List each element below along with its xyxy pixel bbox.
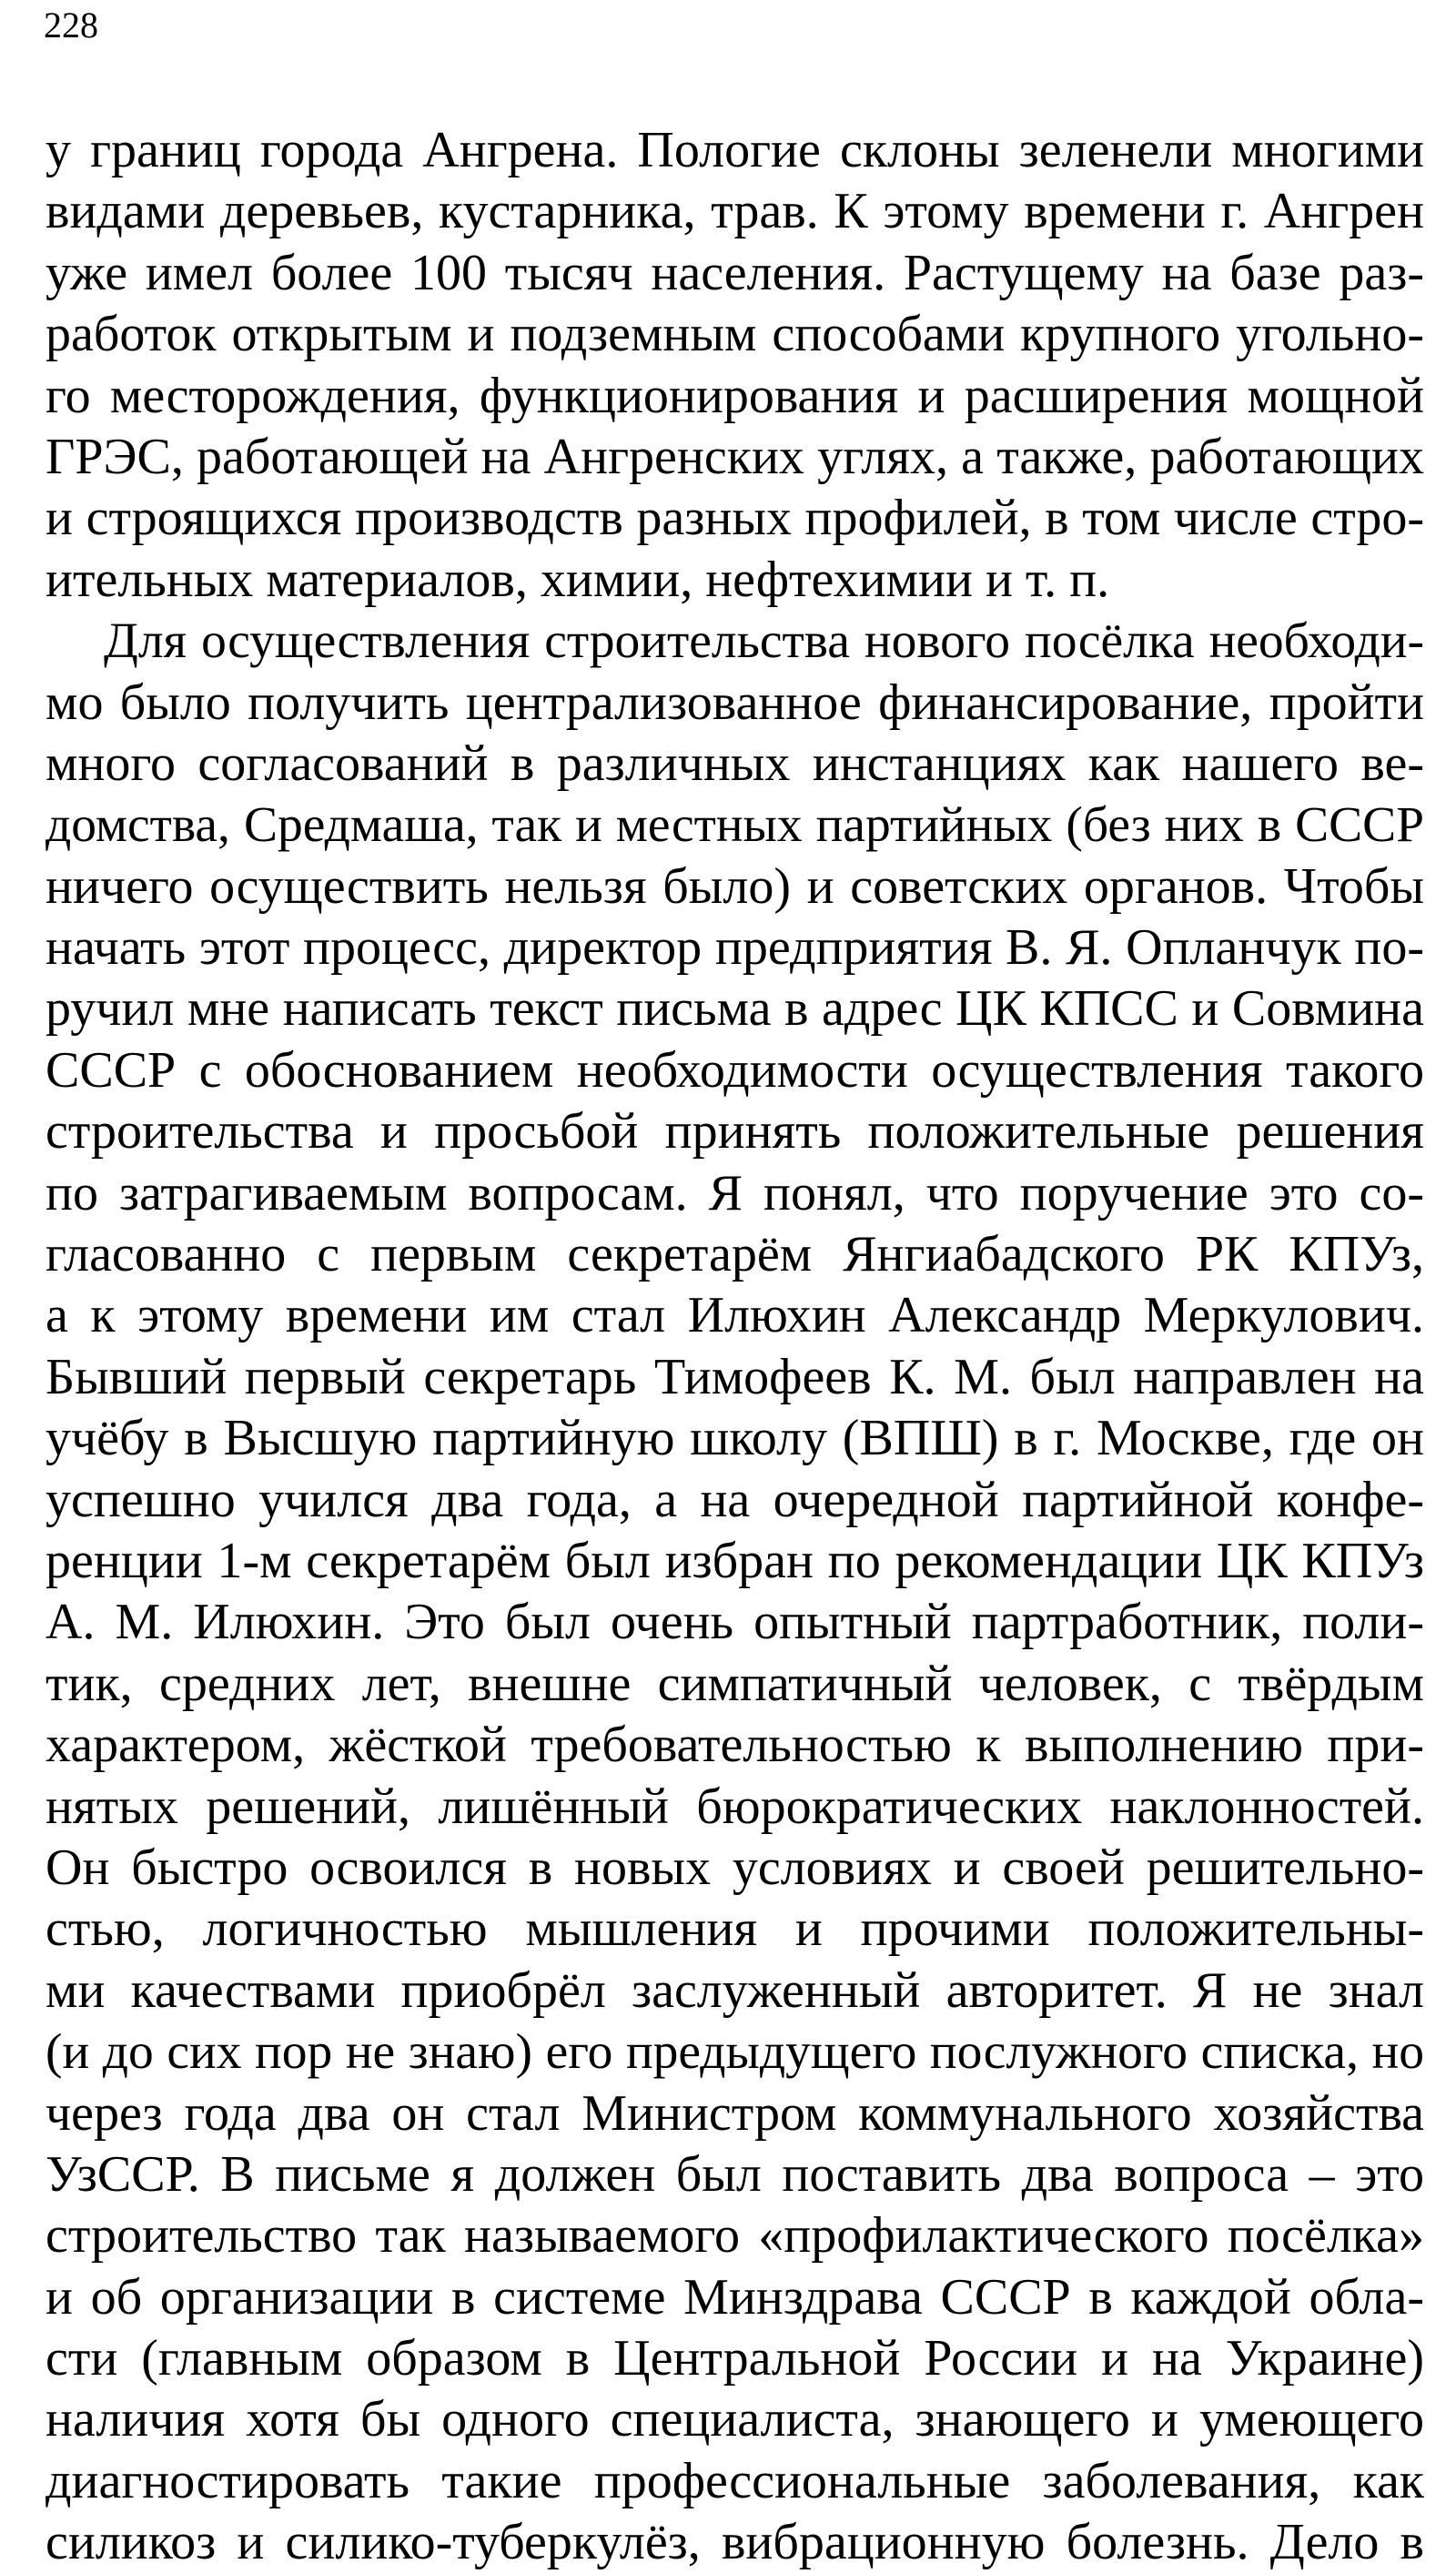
text-line: Он быстро освоился в новых условиях и своей решительно- xyxy=(46,1839,1424,1896)
text-line: нятых решений, лишённый бюрократических наклонностей. xyxy=(46,1778,1424,1835)
body-text xyxy=(46,120,1424,2574)
text-line: ручил мне написать текст письма в адрес ЦК КПСС и Совмина xyxy=(46,980,1424,1038)
text-line: ничего осуществить нельзя было) и советских органов. Чтобы xyxy=(46,857,1424,915)
text-line: домства, Средмаша, так и местных партийных (без них в СССР xyxy=(46,797,1424,854)
text-line: УзССР. В письме я должен был поставить два вопроса – это xyxy=(46,2145,1424,2203)
text-line: а к этому времени им стал Илюхин Александр Меркулович. xyxy=(46,1287,1424,1344)
text-line: мо было получить централизованное финансирование, пройти xyxy=(46,674,1424,731)
text-line: уже имел более 100 тысяч населения. Растущему на базе раз- xyxy=(46,244,1424,301)
text-line: по затрагиваемым вопросам. Я понял, что поручение это со- xyxy=(46,1164,1424,1221)
text-line: ми качествами приобрёл заслуженный авторитет. Я не знал xyxy=(46,1961,1424,2019)
text-line: через года два он стал Министром коммунального хозяйства xyxy=(46,2084,1424,2142)
text-line: наличия хотя бы одного специалиста, знающего и умеющего xyxy=(46,2391,1424,2448)
text-line: го месторождения, функционирования и расширения мощной xyxy=(46,367,1424,424)
text-line: строительство так называемого «профилактического посёлка» xyxy=(46,2207,1424,2265)
text-line: гласованно с первым секретарём Янгиабадского РК КПУз, xyxy=(46,1226,1424,1283)
text-line: характером, жёсткой требовательностью к выполнению при- xyxy=(46,1717,1424,1774)
text-line: учёбу в Высшую партийную школу (ВПШ) в г. Москве, где он xyxy=(46,1410,1424,1467)
text-line: успешно учился два года, а на очередной партийной конфе- xyxy=(46,1471,1424,1528)
text-line: А. М. Илюхин. Это был очень опытный партработник, поли- xyxy=(46,1594,1424,1651)
text-line: (и до сих пор не знаю) его предыдущего послужного списка, но xyxy=(46,2024,1424,2081)
text-line: ГРЭС, работающей на Ангренских углях, а также, работающих xyxy=(46,428,1424,485)
text-line: Бывший первый секретарь Тимофеев К. М. был направлен на xyxy=(46,1348,1424,1405)
text-line: строительства и просьбой принять положительные решения xyxy=(46,1103,1424,1160)
text-line: сти (главным образом в Центральной России и на Украине) xyxy=(46,2330,1424,2387)
text-line: работок открытым и подземным способами крупного угольно- xyxy=(46,306,1424,363)
text-line: и об организации в системе Минздрава СССР в каждой обла- xyxy=(46,2268,1424,2326)
text-line: много согласований в различных инстанциях как нашего ве- xyxy=(46,735,1424,792)
text-line: видами деревьев, кустарника, трав. К этому времени г. Ангрен xyxy=(46,183,1424,240)
text-line: силикоз и силико-туберкулёз, вибрационную болезнь. Дело в xyxy=(46,2514,1424,2571)
text-line: ренции 1-м секретарём был избран по рекомендации ЦК КПУз xyxy=(46,1532,1424,1589)
text-line: диагностировать такие профессиональные заболевания, как xyxy=(46,2452,1424,2509)
paragraph-first-line: Для осуществления строительства нового посёлка необходи- xyxy=(104,613,1424,670)
text-line: СССР с обоснованием необходимости осуществления такого xyxy=(46,1041,1424,1099)
text-line: и строящихся производств разных профилей, в том числе стро- xyxy=(46,490,1424,547)
text-line: тик, средних лет, внешне симпатичный человек, с твёрдым xyxy=(46,1655,1424,1712)
text-line: у границ города Ангрена. Пологие склоны зеленели многими xyxy=(46,122,1424,178)
text-line: стью, логичностью мышления и прочими положительны- xyxy=(46,1900,1424,1958)
text-line: начать этот процесс, директор предприятия В. Я. Опланчук по- xyxy=(46,919,1424,977)
text-line: ительных материалов, химии, нефтехимии и т. п. xyxy=(46,551,1110,608)
page-number: 228 xyxy=(44,5,98,46)
